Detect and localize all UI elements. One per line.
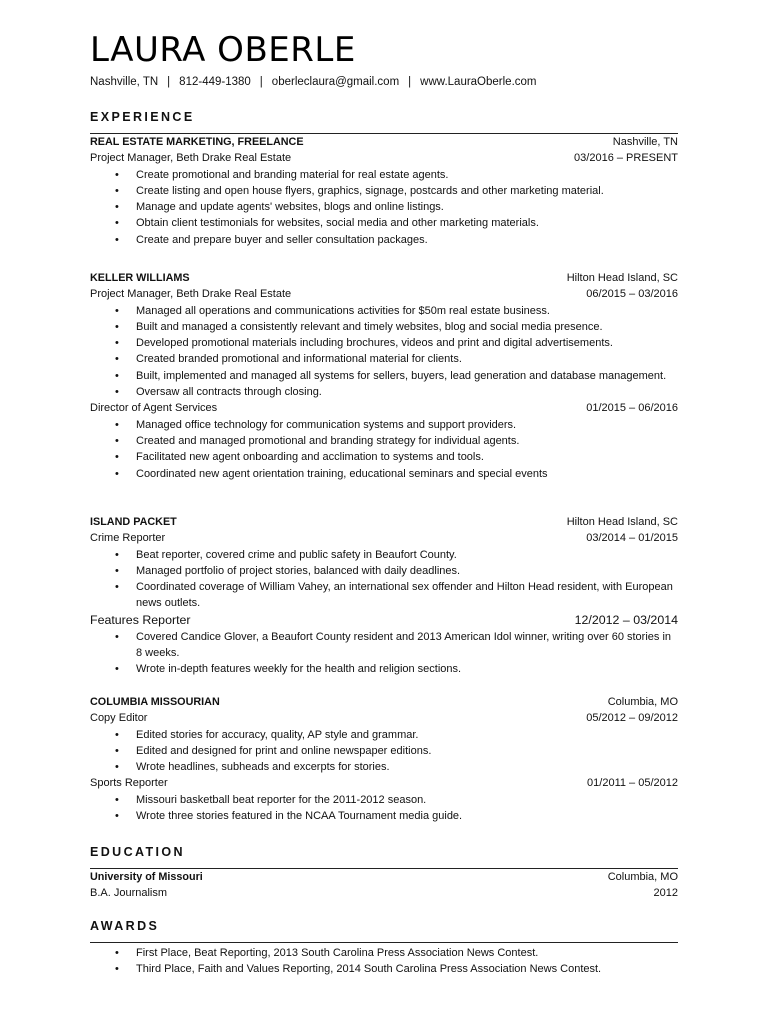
role-header: [90, 612, 678, 629]
role-bullets: [90, 792, 678, 825]
bullet-item: • Managed office technology for communication systems and support providers.: [90, 417, 678, 433]
role-header: [90, 710, 678, 726]
contact-location: Nashville, TN: [90, 76, 159, 88]
bullet-item: • Oversaw all contracts through closing.: [90, 384, 678, 400]
role-bullets: [90, 629, 678, 678]
role-header: [90, 150, 678, 166]
bullet-item: • Wrote in-depth features weekly for the health and religion sections.: [90, 661, 678, 677]
bullet-item: • Developed promotional materials including brochures, videos and print and digital advertisements.: [90, 335, 678, 351]
bullet-item: • Manage and update agents' websites, blogs and online listings.: [90, 199, 678, 215]
bullet-item: • Created branded promotional and informational material for clients.: [90, 351, 678, 367]
bullet-item: • Coordinated new agent orientation training, educational seminars and special events: [90, 466, 678, 482]
role-title: Director of Agent Services: [90, 402, 218, 415]
bullet-item: • Obtain client testimonials for websites, social media and other marketing materials.: [90, 215, 678, 231]
contact-separator: |: [259, 76, 263, 88]
job-island-packet: [90, 514, 678, 678]
role-bullets: [90, 303, 678, 401]
bullet-item: • Missouri basketball beat reporter for the 2011-2012 season.: [90, 792, 678, 808]
experience-heading: EXPERIENCE: [90, 110, 195, 124]
role-header: [90, 400, 678, 416]
bullet-item: • Edited stories for accuracy, quality, AP style and grammar.: [90, 727, 678, 743]
awards-list: [90, 945, 678, 978]
role-dates: 03/2016 – PRESENT: [574, 152, 678, 165]
role-header: [90, 775, 678, 791]
job-header: [90, 694, 678, 710]
bullet-item: • Built and managed a consistently relevant and timely websites, blog and social media presence.: [90, 319, 678, 335]
company-name: COLUMBIA MISSOURIAN: [90, 696, 220, 708]
award-bullets: [90, 945, 678, 978]
contact-line: [90, 76, 537, 88]
role-dates: 05/2012 – 09/2012: [586, 712, 678, 725]
role-title: Project Manager, Beth Drake Real Estate: [90, 152, 292, 165]
company-name: KELLER WILLIAMS: [90, 272, 190, 284]
company-name: ISLAND PACKET: [90, 516, 177, 528]
contact-separator: |: [408, 76, 412, 88]
job-keller-williams: [90, 270, 678, 482]
section-divider: [90, 942, 678, 943]
bullet-item: • Managed all operations and communications activities for $50m real estate business.: [90, 303, 678, 319]
graduation-year: 2012: [653, 887, 678, 900]
job-header: [90, 514, 678, 530]
school-name: University of Missouri: [90, 871, 203, 883]
job-real-estate-marketing: [90, 134, 678, 248]
job-location: Columbia, MO: [607, 696, 678, 708]
role-title: Features Reporter: [90, 612, 191, 627]
contact-website: www.LauraOberle.com: [420, 76, 537, 88]
role-title: Copy Editor: [90, 712, 148, 725]
job-location: Nashville, TN: [612, 136, 678, 148]
bullet-item: • Facilitated new agent onboarding and acclimation to systems and tools.: [90, 449, 678, 465]
role-title: Sports Reporter: [90, 777, 168, 790]
degree: B.A. Journalism: [90, 887, 168, 900]
bullet-item: • Wrote headlines, subheads and excerpts for stories.: [90, 759, 678, 775]
bullet-item: • Coordinated coverage of William Vahey, an international sex offender and Hilton Head resident, with European news outlets.: [90, 579, 678, 612]
contact-phone: 812-449-1380: [179, 76, 251, 88]
bullet-item: • Create promotional and branding material for real estate agents.: [90, 167, 678, 183]
school-header: [90, 869, 678, 885]
company-name: REAL ESTATE MARKETING, FREELANCE: [90, 136, 304, 148]
role-dates: 01/2011 – 05/2012: [587, 777, 678, 790]
award-item: • Third Place, Faith and Values Reporting, 2014 South Carolina Press Association News Contest.: [90, 961, 678, 977]
degree-row: [90, 885, 678, 901]
bullet-item: • Built, implemented and managed all systems for sellers, buyers, lead generation and database management.: [90, 368, 678, 384]
contact-email: oberleclaura@gmail.com: [271, 76, 400, 88]
bullet-item: • Managed portfolio of project stories, balanced with daily deadlines.: [90, 563, 678, 579]
school-location: Columbia, MO: [607, 871, 678, 883]
role-bullets: [90, 417, 678, 482]
job-header: [90, 134, 678, 150]
bullet-item: • Edited and designed for print and online newspaper editions.: [90, 743, 678, 759]
bullet-item: • Beat reporter, covered crime and public safety in Beaufort County.: [90, 547, 678, 563]
role-header: [90, 286, 678, 302]
contact-separator: |: [167, 76, 171, 88]
bullet-item: • Create listing and open house flyers, graphics, signage, postcards and other marketing material.: [90, 183, 678, 199]
role-bullets: [90, 547, 678, 612]
job-columbia-missourian: [90, 694, 678, 824]
role-dates: 06/2015 – 03/2016: [586, 288, 678, 301]
role-title: Project Manager, Beth Drake Real Estate: [90, 288, 292, 301]
bullet-item: • Created and managed promotional and branding strategy for individual agents.: [90, 433, 678, 449]
candidate-name: LAURA OBERLE: [90, 30, 356, 70]
award-item: • First Place, Beat Reporting, 2013 South Carolina Press Association News Contest.: [90, 945, 678, 961]
role-dates: 01/2015 – 06/2016: [586, 402, 678, 415]
education-heading: EDUCATION: [90, 845, 185, 859]
job-location: Hilton Head Island, SC: [566, 272, 678, 284]
job-header: [90, 270, 678, 286]
role-title: Crime Reporter: [90, 532, 166, 545]
job-location: Hilton Head Island, SC: [566, 516, 678, 528]
bullet-item: • Create and prepare buyer and seller consultation packages.: [90, 232, 678, 248]
role-header: [90, 530, 678, 546]
role-bullets: [90, 167, 678, 248]
role-dates: 12/2012 – 03/2014: [574, 612, 678, 627]
awards-heading: AWARDS: [90, 919, 160, 933]
role-dates: 03/2014 – 01/2015: [586, 532, 678, 545]
bullet-item: • Wrote three stories featured in the NCAA Tournament media guide.: [90, 808, 678, 824]
role-bullets: [90, 727, 678, 776]
education-entry: [90, 869, 678, 902]
bullet-item: • Covered Candice Glover, a Beaufort County resident and 2013 American Idol winner, writing over 60 stories in 8 weeks.: [90, 629, 678, 662]
